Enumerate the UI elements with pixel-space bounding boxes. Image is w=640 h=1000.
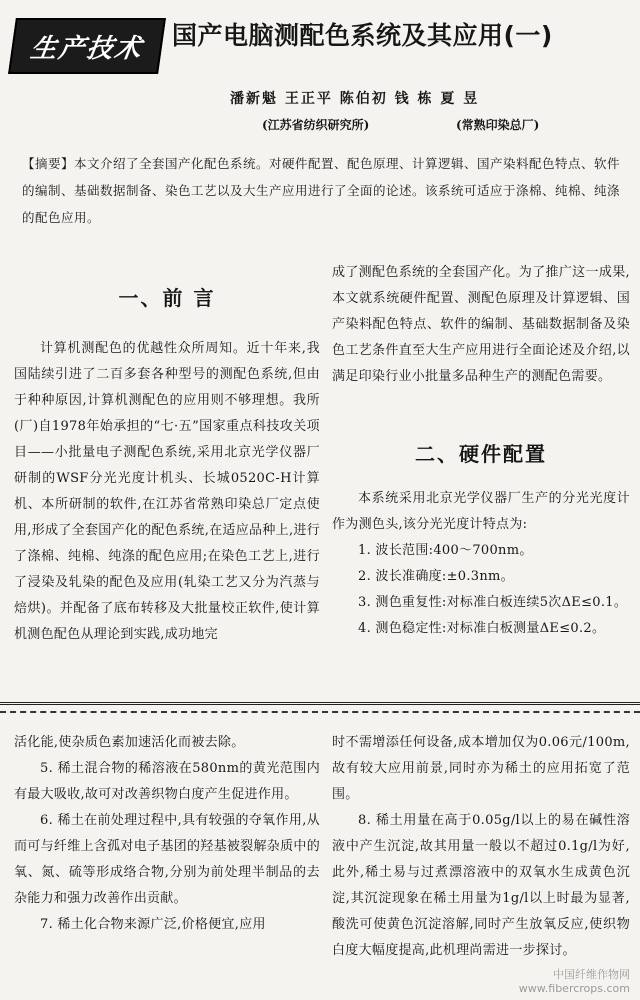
column-right-lower [332,730,630,964]
intro-paragraph: 计算机测配色的优越性众所周知。近十年来,我国陆续引进了二百多套各种型号的测配色系统,但由于种种原因,计算机测配色的应用则不够理想。我所(厂)自1978年始承担的“七·五”国家重点科技攻关项目——小批量电子测配色系统,采用北京光学仪器厂研制的WSF分光光度计机头、长城0520C-H计算机、本所研制的软件,在江苏省常熟印染总厂定点使用,形成了全套国产化的配色系统,在适应品种上,进行了涤棉、纯棉、纯涤的配色应用;在染色工艺上,进行了浸染及轧染的配色及应用(轧染工艺又分为汽蒸与焙烘)。并配备了底布转移及大批量校正软件,使计算机测色配色从理论到实践,成功地完 [14,341,320,642]
section-heading-intro: 一、前 言 [118,286,216,310]
intro-continuation: 成了测配色系统的全套国产化。为了推广这一成果,本文就系统硬件配置、测配色原理及计算逻辑、国产染料配色特点、软件的编制、基础数据制备及染色工艺条件直至大生产应用进行全面论述及介绍,以满足印染行业小批量多品种生产的测配色需要。 [332,265,630,384]
spec-item: 1. 波长范围:400～700nm。 [358,543,533,558]
column-right-upper [332,260,630,390]
affiliation-1: (江苏省纺织研究所) [262,118,370,132]
lower-paragraph: 5. 稀土混合物的稀溶液在580nm的黄光范围内有最大吸收,故可对改善织物白度产生促进作用。 [14,761,320,802]
column-left-upper [14,336,320,648]
spec-item: 3. 测色重复性:对标准白板连续5次ΔE≤0.1。 [358,595,628,610]
lower-paragraph: 活化能,使杂质色素加速活化而被去除。 [14,735,245,750]
lower-paragraph: 7. 稀土化合物来源广泛,价格便宜,应用 [40,917,266,932]
section-heading-hardware: 二、硬件配置 [415,442,547,466]
hardware-intro: 本系统采用北京光学仪器厂生产的分光光度计作为测色头,该分光光度计特点为: [332,491,630,532]
abstract: 【摘要】本文介绍了全套国产化配色系统。对硬件配置、配色原理、计算逻辑、国产染料配色特点、软件的编制、基础数据制备、染色工艺以及大生产应用进行了全面的论述。该系统可适应于涤棉、纯棉、纯涤的配色应用。 [22,156,621,225]
column-left-lower [14,730,320,938]
affiliation-2: (常熟印染总厂) [456,118,540,132]
authors: 潘新魁 王正平 陈伯初 钱 栋 夏 昱 [230,91,480,107]
lower-paragraph: 8. 稀土用量在高于0.05g/l以上的易在碱性溶液中产生沉淀,故其用量一般以不超过0.1g/l为好,此外,稀土易与过煮漂溶液中的双氧水生成黄色沉淀,其沉淀现象在稀土用量为1g/l以上时最为显著,酸洗可使黄色沉淀溶解,同时产生放氧反应,使织物白度大幅度提高,此机理尚需进一步探讨。 [332,813,630,958]
lower-paragraph: 6. 稀土在前处理过程中,具有较强的夺氧作用,从而可与纤维上含孤对电子基团的羟基被裂解杂质中的氧、氮、硫等形成络合物,分别为前处理半制品的去杂能力和强力改善作出贡献。 [14,813,320,906]
spec-item: 2. 波长准确度:±0.3nm。 [358,569,514,584]
watermark-line-2: www.fibercrops.com [518,982,630,995]
watermark-line-1: 中国纤维作物网 [553,968,630,981]
page-divider [0,702,640,713]
article-title: 国产电脑测配色系统及其应用(一) [172,21,553,50]
column-stamp: 生产技术 [8,18,166,74]
hardware-section [332,486,630,642]
lower-paragraph: 时不需增添任何设备,成本增加仅为0.06元/100m,故有较大应用前景,同时亦为稀土的应用拓宽了范围。 [332,735,630,802]
watermark [519,968,630,996]
spec-item: 4. 测色稳定性:对标准白板测量ΔE≤0.2。 [358,621,606,636]
